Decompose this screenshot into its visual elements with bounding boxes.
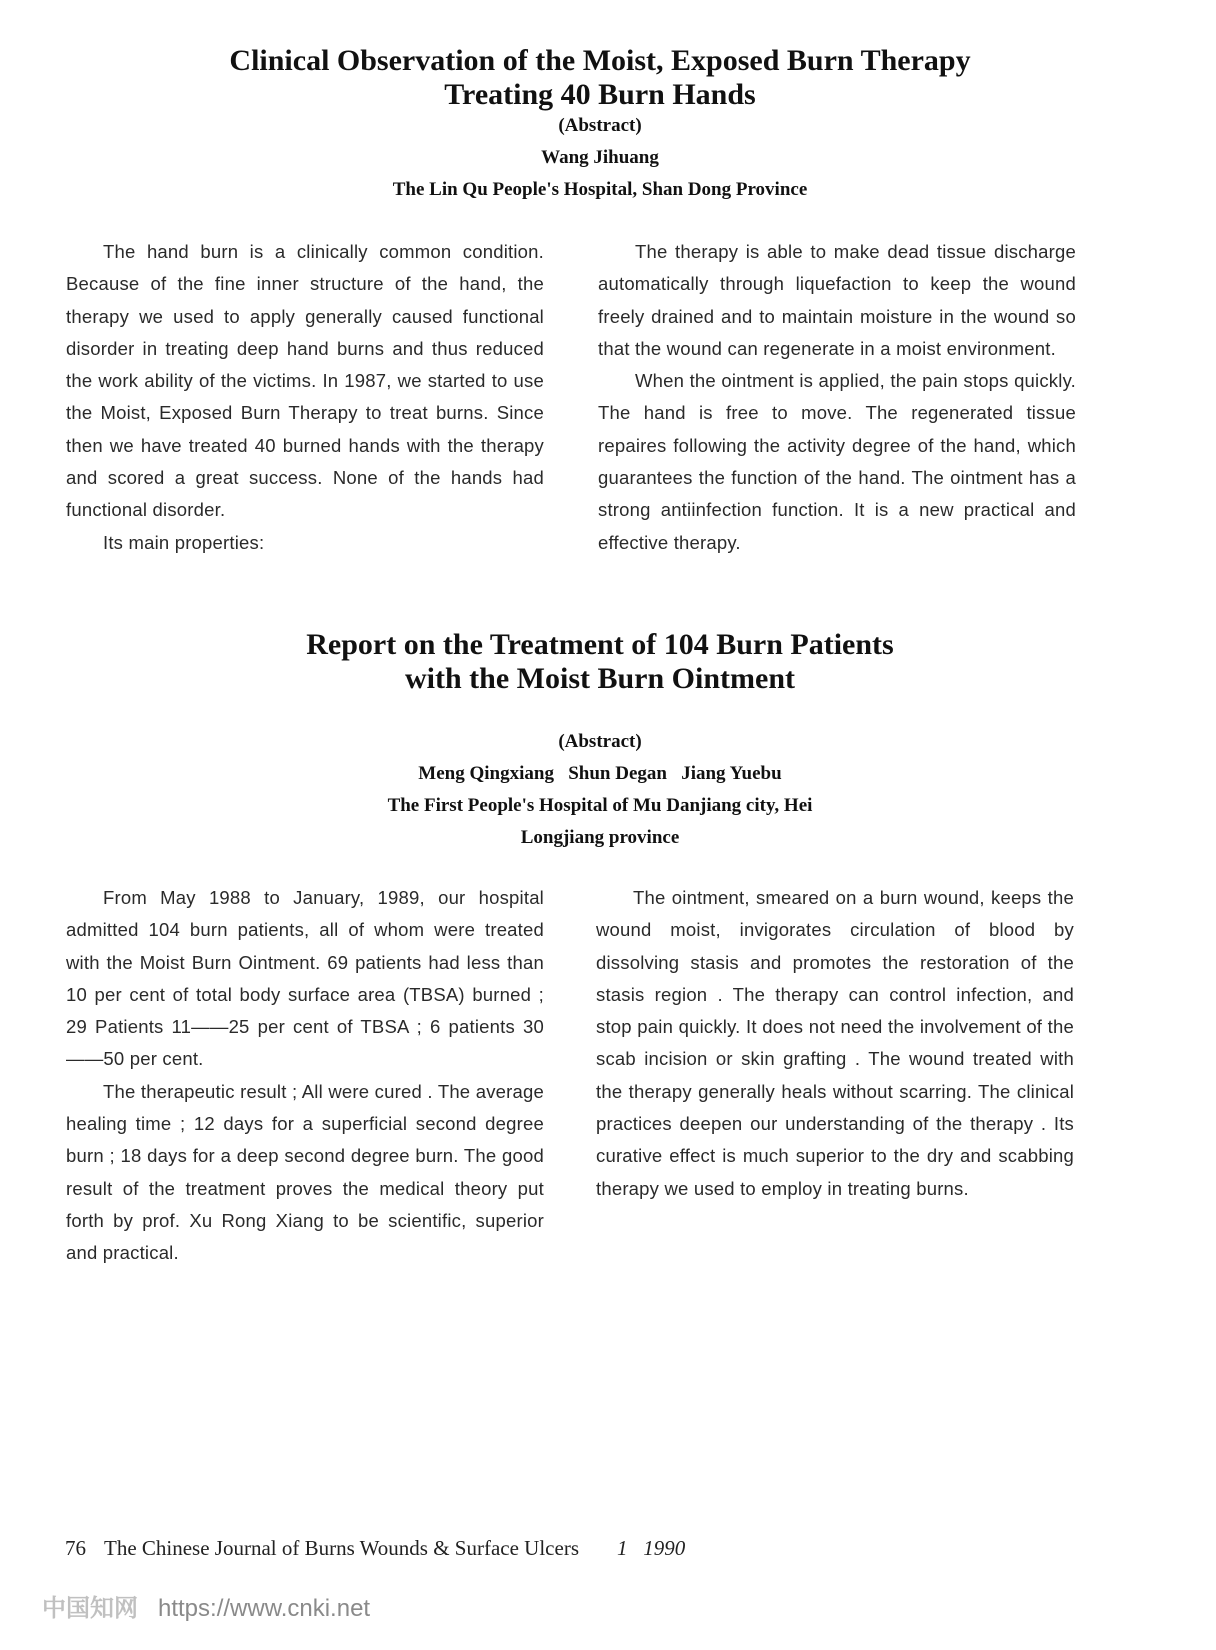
page-footer [65,1536,685,1561]
article2-affiliation-line2: Longjiang province [520,827,680,848]
article2-title-line1: Report on the Treatment of 104 Burn Patients [306,628,894,661]
article1-title-line1: Clinical Observation of the Moist, Exposed Burn Therapy [229,44,971,77]
article1-left-column [66,236,544,559]
article2-right-column [596,882,1074,1205]
article2-left-column [66,882,544,1270]
article1-author: Wang Jihuang [541,147,659,168]
article1-right-column [598,236,1076,559]
article2-authors: Meng Qingxiang Shun Degan Jiang Yuebu [418,763,782,784]
cnki-logo: 中国知网 [42,1595,138,1622]
paragraph: When the ointment is applied, the pain stops quickly. The hand is free to move. The regenerated tissue repaires following the activity degree of the hand, which guarantees the function of the hand. The ointment has a strong antiinfection function. It is a new practical and effective therapy. [598,370,1076,553]
article1-title [100,44,1100,112]
article2-affiliation-line1: The First People's Hospital of Mu Danjiang city, Hei [387,795,813,816]
article2-title [100,628,1100,696]
cnki-url[interactable]: https://www.cnki.net [158,1595,371,1622]
paragraph: From May 1988 to January, 1989, our hospital admitted 104 burn patients, all of whom were treated with the Moist Burn Ointment. 69 patients had less than 10 per cent of total body surface area (TBSA) burned ; 29 Patients 11——25 per cent of TBSA ; 6 patients 30——50 per cent. [66,887,544,1070]
paragraph: The therapy is able to make dead tissue discharge automatically through liquefaction to keep the wound freely drained and to maintain moisture in the wound so that the wound can regenerate in a moist environment. [598,241,1076,359]
paragraph: The therapeutic result ; All were cured . The average healing time ; 12 days for a superficial second degree burn ; 18 days for a deep second degree burn. The good result of the treatment proves the medical theory put forth by prof. Xu Rong Xiang to be scientific, superior and practical. [66,1080,544,1264]
article1-label: (Abstract) [558,115,642,136]
journal-name: The Chinese Journal of Burns Wounds & Surface Ulcers [104,1536,579,1560]
cnki-watermark [42,1588,370,1623]
paragraph: The ointment, smeared on a burn wound, keeps the wound moist, invigorates circulation of blood by dissolving stasis and promotes the restoration of the stasis region . The therapy can control infection, and stop pain quickly. It does not need the involvement of the scab incision or skin grafting . The wound treated with the therapy generally heals without scarring. The clinical practices deepen our understanding of the therapy . Its curative effect is much superior to the dry and scabbing therapy we used to employ in treating burns. [596,887,1074,1199]
journal-issue: 1 1990 [617,1536,686,1560]
paragraph: The hand burn is a clinically common condition. Because of the fine inner structure of the hand, the therapy we used to apply generally caused functional disorder in treating deep hand burns and thus reduced the work ability of the victims. In 1987, we started to use the Moist, Exposed Burn Therapy to treat burns. Since then we have treated 40 burned hands with the therapy and scored a great success. None of the hands had functional disorder. [66,241,544,521]
article2-title-line2: with the Moist Burn Ointment [405,662,795,695]
page-number: 76 [65,1536,86,1560]
article1-title-line2: Treating 40 Burn Hands [444,78,756,111]
paragraph: Its main properties: [103,531,265,553]
article1-affiliation: The Lin Qu People's Hospital, Shan Dong Province [392,179,808,200]
article2-label: (Abstract) [558,731,642,752]
